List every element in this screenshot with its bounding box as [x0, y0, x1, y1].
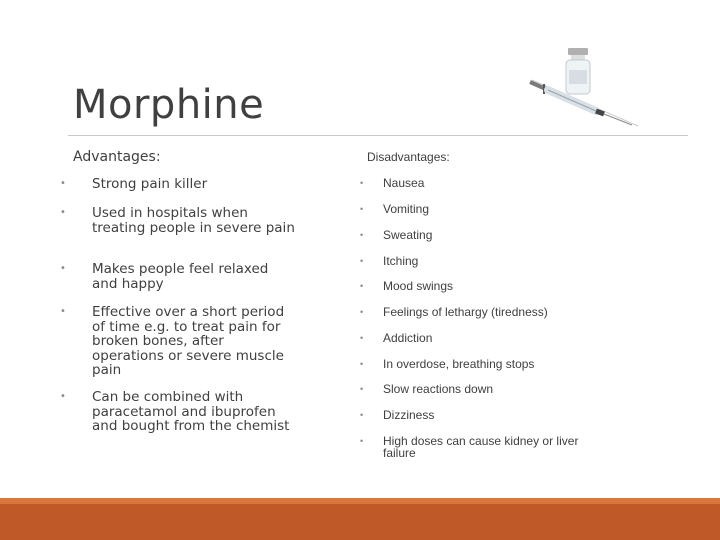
bullet: •: [60, 306, 66, 317]
bullet: •: [60, 391, 66, 402]
bullet: •: [360, 281, 364, 291]
slide-title: Morphine: [73, 82, 265, 128]
disadvantage-text: Nausea: [383, 176, 425, 190]
bullet: •: [60, 178, 66, 189]
disadvantage-text: Addiction: [383, 331, 433, 345]
disadvantage-text: Mood swings: [383, 279, 454, 293]
advantage-text: Effective over a short period of time e.g. to treat pain for broken bones, after operations or severe muscle pain: [92, 304, 285, 378]
bullet: •: [360, 333, 364, 343]
advantage-text: Makes people feel relaxed and happy: [92, 261, 269, 292]
disadvantage-text: Feelings of lethargy (tiredness): [383, 305, 548, 319]
bullet: •: [360, 204, 364, 214]
bullet: •: [60, 263, 66, 274]
disadvantages-heading: Disadvantages:: [367, 150, 450, 164]
bullet: •: [360, 436, 364, 446]
footer-bar: [0, 504, 720, 540]
disadvantage-text: Sweating: [383, 228, 433, 242]
disadvantage-text: Itching: [383, 254, 419, 268]
advantages-heading: Advantages:: [73, 149, 161, 165]
bullet: •: [360, 178, 364, 188]
disadvantage-text: In overdose, breathing stops: [383, 357, 535, 371]
bullet: •: [360, 230, 364, 240]
bullet: •: [360, 256, 364, 266]
bullet: •: [360, 384, 364, 394]
bullet: •: [360, 410, 364, 420]
syringe-vial-illustration: [520, 40, 640, 135]
bullet: •: [360, 359, 364, 369]
title-divider: [68, 135, 688, 136]
disadvantage-text: Slow reactions down: [383, 382, 494, 396]
vial-icon: [566, 48, 590, 94]
advantage-text: Can be combined with paracetamol and ibuprofen and bought from the chemist: [92, 389, 290, 434]
disadvantage-text: Vomiting: [383, 202, 430, 216]
advantage-text: Used in hospitals when treating people in severe pain: [92, 205, 295, 236]
bullet: •: [360, 307, 364, 317]
bullet: •: [60, 207, 66, 218]
disadvantage-text: High doses can cause kidney or liver failure: [383, 434, 579, 460]
advantage-text: Strong pain killer: [92, 176, 208, 192]
disadvantage-text: Dizziness: [383, 408, 435, 422]
